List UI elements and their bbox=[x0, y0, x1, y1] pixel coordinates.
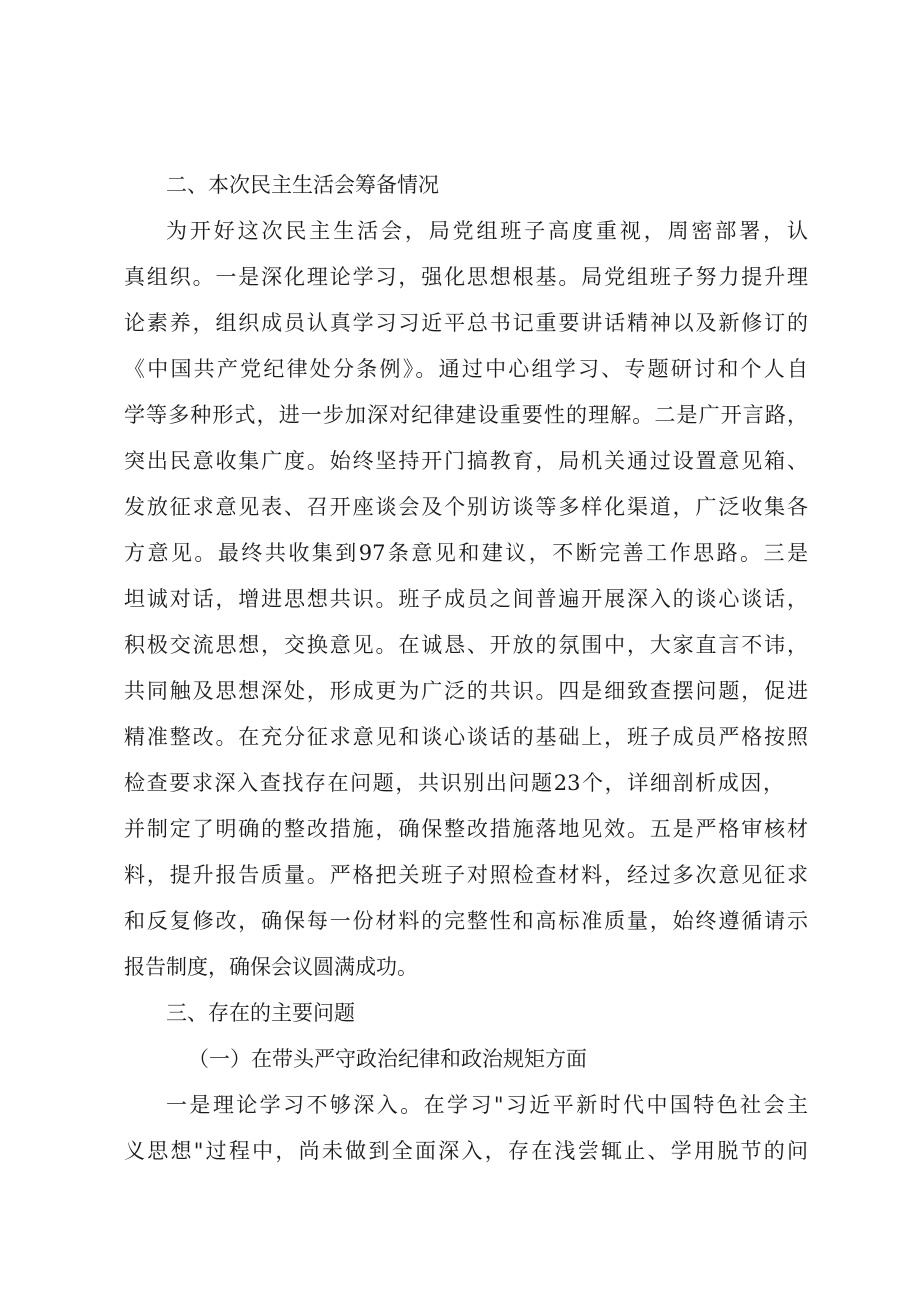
section-heading: 三、存在的主要问题 bbox=[166, 1001, 355, 1025]
paragraph-line: 检查要求深入查找存在问题，共识别出问题23个，详细剖析成因， bbox=[124, 771, 784, 795]
paragraph-line: 《中国共产党纪律处分条例》。通过中心组学习、专题研讨和个人自 bbox=[124, 357, 808, 381]
paragraph-line: 义思想"过程中，尚未做到全面深入，存在浅尝辄止、学用脱节的问 bbox=[124, 1139, 808, 1163]
paragraph-line: 并制定了明确的整改措施，确保整改措施落地见效。五是严格审核材 bbox=[124, 817, 808, 841]
paragraph-line: 发放征求意见表、召开座谈会及个别访谈等多样化渠道，广泛收集各 bbox=[124, 495, 808, 519]
paragraph-line: 精准整改。在充分征求意见和谈心谈话的基础上，班子成员严格按照 bbox=[124, 725, 808, 749]
subsection-heading: （一）在带头严守政治纪律和政治规矩方面 bbox=[188, 1047, 587, 1071]
paragraph-line: 料，提升报告质量。严格把关班子对照检查材料，经过多次意见征求 bbox=[124, 863, 808, 887]
paragraph-line: 一是理论学习不够深入。在学习"习近平新时代中国特色社会主 bbox=[166, 1093, 808, 1117]
paragraph-line: 方意见。最终共收集到97条意见和建议，不断完善工作思路。三是 bbox=[124, 541, 808, 565]
paragraph-line: 真组织。一是深化理论学习，强化思想根基。局党组班子努力提升理 bbox=[124, 265, 808, 289]
paragraph-line: 坦诚对话，增进思想共识。班子成员之间普遍开展深入的谈心谈话， bbox=[124, 587, 808, 611]
paragraph-line: 论素养，组织成员认真学习习近平总书记重要讲话精神以及新修订的 bbox=[124, 311, 808, 335]
paragraph-line: 和反复修改，确保每一份材料的完整性和高标准质量，始终遵循请示 bbox=[124, 909, 808, 933]
paragraph-line: 共同触及思想深处，形成更为广泛的共识。四是细致查摆问题，促进 bbox=[124, 679, 808, 703]
paragraph-line: 为开好这次民主生活会，局党组班子高度重视，周密部署，认 bbox=[166, 219, 808, 243]
paragraph-line: 学等多种形式，进一步加深对纪律建设重要性的理解。二是广开言路， bbox=[124, 403, 808, 427]
section-heading: 二、本次民主生活会筹备情况 bbox=[166, 173, 439, 197]
paragraph-line: 突出民意收集广度。始终坚持开门搞教育，局机关通过设置意见箱、 bbox=[124, 449, 808, 473]
paragraph-line: 报告制度，确保会议圆满成功。 bbox=[124, 955, 418, 979]
paragraph-line: 积极交流思想，交换意见。在诚恳、开放的氛围中，大家直言不讳， bbox=[124, 633, 808, 657]
